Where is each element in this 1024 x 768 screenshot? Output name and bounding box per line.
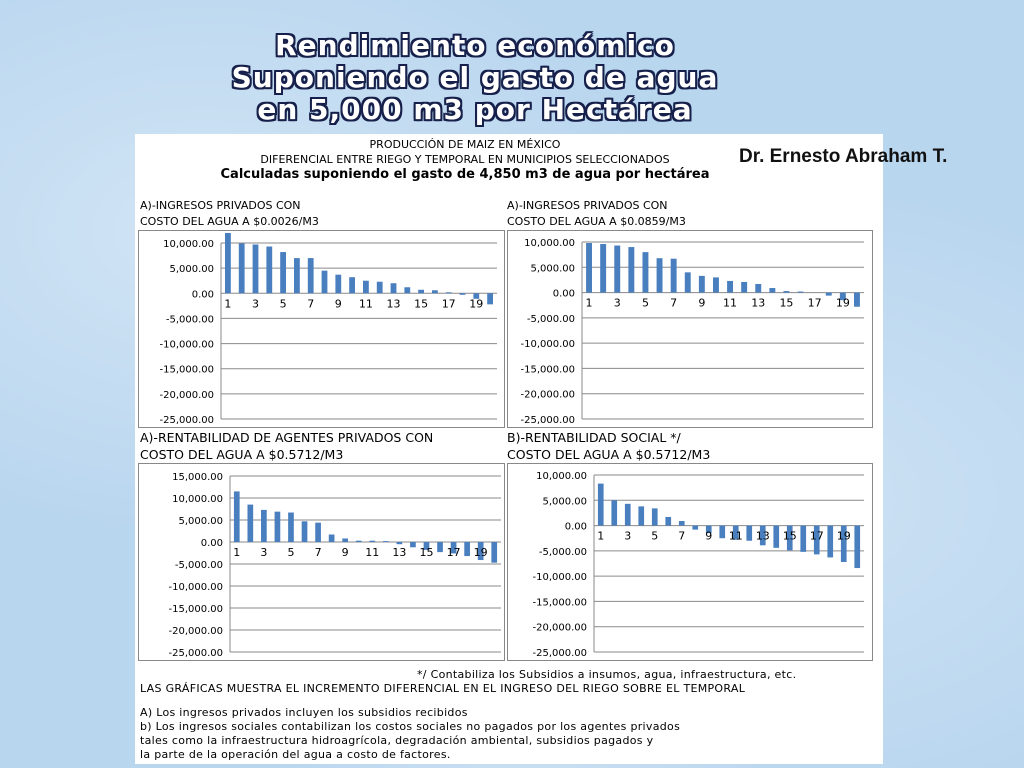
author-name: Dr. Ernesto Abraham T. (739, 146, 948, 167)
y-tick-label: -20,000.00 (168, 626, 223, 637)
x-tick-label: 13 (751, 296, 766, 310)
bar (446, 292, 452, 293)
x-tick-label: 5 (651, 529, 659, 543)
bar (432, 290, 438, 293)
x-tick-label: 7 (670, 296, 678, 310)
bar (755, 284, 761, 293)
bar (826, 293, 832, 296)
note-b: b) Los ingresos sociales contabilizan los costos sociales no pagados por los agentes privados (140, 720, 681, 733)
slide-title-line-2: Suponiendo el gasto de agua (231, 61, 719, 94)
bar (727, 281, 733, 293)
y-tick-label: -15,000.00 (159, 364, 214, 376)
bar (280, 252, 286, 293)
bar (719, 526, 725, 539)
chart-3-label (140, 429, 433, 463)
bar (665, 517, 671, 526)
bar (699, 276, 705, 293)
y-tick-label: -10,000.00 (159, 339, 214, 351)
x-tick-label: 3 (613, 296, 621, 310)
bar (363, 281, 369, 294)
chart-2-plot (508, 231, 872, 427)
x-tick-label: 1 (585, 296, 593, 310)
y-tick-label: -10,000.00 (520, 339, 575, 351)
header-line-2: DIFERENCIAL ENTRE RIEGO Y TEMPORAL EN MUNICIPIOS SELECCIONADOS (260, 153, 670, 166)
x-tick-label: 13 (755, 529, 770, 543)
bar (713, 277, 719, 292)
bar (266, 247, 272, 294)
chart-4-label-line-2: COSTO DEL AGUA A $0.5712/M3 (507, 447, 711, 462)
bar (404, 287, 410, 293)
chart-1-label-line-2: COSTO DEL AGUA A $0.0026/M3 (140, 215, 319, 228)
content-panel (135, 134, 948, 764)
bar (642, 252, 648, 292)
chart-2-label (507, 198, 686, 230)
x-tick-label: 13 (392, 546, 407, 559)
slide-title (0, 30, 950, 126)
bar (783, 291, 789, 293)
slide-title-line-1: Rendimiento económico (275, 29, 675, 62)
bar (598, 484, 604, 526)
x-tick-label: 19 (836, 529, 851, 543)
y-tick-label: 10,000.00 (172, 494, 223, 505)
bar (302, 521, 308, 542)
bar (288, 513, 294, 542)
y-tick-label: -25,000.00 (168, 648, 223, 659)
chart-3-label-line-2: COSTO DEL AGUA A $0.5712/M3 (140, 447, 344, 462)
bar (342, 538, 348, 542)
bar (671, 259, 677, 293)
x-tick-label: 1 (233, 546, 241, 559)
y-tick-label: -25,000.00 (532, 648, 587, 659)
bar (460, 293, 466, 295)
bar (614, 246, 620, 293)
y-tick-label: 15,000.00 (172, 472, 223, 483)
x-tick-label: 9 (698, 296, 706, 310)
chart-2-label-line-2: COSTO DEL AGUA A $0.0859/M3 (507, 215, 686, 228)
bar (391, 283, 397, 293)
y-tick-label: -25,000.00 (159, 415, 214, 426)
chart-3 (138, 463, 505, 661)
y-tick-label: 5,000.00 (178, 516, 223, 527)
x-tick-label: 11 (723, 296, 738, 310)
chart-2 (507, 230, 873, 428)
bar (586, 243, 592, 293)
x-tick-label: 5 (287, 546, 295, 559)
x-tick-label: 3 (260, 546, 268, 559)
x-tick-label: 7 (307, 297, 315, 311)
bar (308, 258, 314, 293)
note-a: A) Los ingresos privados incluyen los subsidios recibidos (140, 706, 468, 719)
x-tick-label: 1 (597, 529, 605, 543)
bar (827, 526, 833, 558)
note-main: LAS GRÁFICAS MUESTRA EL INCREMENTO DIFERENCIAL EN EL INGRESO DEL RIEGO SOBRE EL TEMPORAL (140, 682, 746, 695)
footnote: */ Contabiliza los Subsidios a insumos, agua, infraestructura, etc. (417, 668, 797, 681)
x-tick-label: 5 (641, 296, 649, 310)
bar (638, 506, 644, 525)
x-tick-label: 17 (807, 296, 822, 310)
chart-4 (507, 463, 873, 661)
y-tick-label: 10,000.00 (163, 239, 214, 250)
bar (464, 542, 470, 556)
x-tick-label: 3 (252, 297, 259, 311)
bar (383, 541, 389, 542)
x-tick-label: 15 (779, 296, 794, 310)
chart-1-label-line-1: A)-INGRESOS PRIVADOS CON (140, 199, 301, 212)
bar (628, 247, 634, 293)
bar (239, 244, 245, 294)
x-tick-label: 17 (809, 529, 824, 543)
x-tick-label: 15 (782, 529, 797, 543)
y-tick-label: -5,000.00 (526, 313, 575, 325)
header-line-3: Calculadas suponiendo el gasto de 4,850 m3 de agua por hectárea (220, 167, 710, 182)
bar (854, 293, 860, 307)
chart-4-label-line-1: B)-RENTABILIDAD SOCIAL */ (507, 430, 681, 445)
x-tick-label: 1 (224, 297, 232, 311)
bar (692, 526, 698, 530)
y-tick-label: 10,000.00 (524, 238, 575, 249)
y-tick-label: 10,000.00 (536, 471, 587, 482)
bar (600, 244, 606, 293)
x-tick-label: 5 (279, 297, 287, 311)
x-tick-label: 7 (678, 529, 686, 543)
bar (611, 500, 617, 525)
y-tick-label: -20,000.00 (532, 622, 587, 634)
bar (261, 510, 267, 542)
x-tick-label: 9 (341, 546, 349, 559)
bar (491, 542, 497, 563)
bar (437, 542, 443, 552)
bar (225, 233, 231, 293)
y-tick-label: -20,000.00 (520, 389, 575, 401)
x-tick-label: 9 (705, 529, 713, 543)
y-tick-label: -10,000.00 (532, 572, 587, 584)
x-tick-label: 11 (358, 297, 373, 311)
chart-3-label-line-1: A)-RENTABILIDAD DE AGENTES PRIVADOS CON (140, 430, 434, 445)
chart-1-plot (139, 231, 504, 427)
chart-4-label (507, 429, 710, 463)
bar (773, 526, 779, 548)
chart-2-label-line-1: A)-INGRESOS PRIVADOS CON (507, 199, 668, 212)
x-tick-label: 15 (414, 297, 429, 311)
y-tick-label: -15,000.00 (168, 604, 223, 615)
chart-4-plot (508, 464, 872, 660)
x-tick-label: 11 (365, 546, 380, 559)
bar (625, 504, 631, 526)
bar (329, 535, 335, 542)
y-tick-label: 0.00 (564, 521, 587, 533)
bar (247, 505, 253, 542)
bar (487, 293, 493, 304)
bar (377, 282, 383, 294)
bar (679, 521, 685, 526)
bar (349, 277, 355, 293)
y-tick-label: -15,000.00 (532, 597, 587, 609)
x-tick-label: 19 (473, 546, 488, 559)
x-tick-label: 17 (441, 297, 456, 311)
bar (315, 523, 321, 542)
bar (854, 526, 860, 568)
x-tick-label: 15 (419, 546, 434, 559)
y-tick-label: 0.00 (552, 288, 575, 300)
bar (253, 245, 259, 294)
header-line-1: PRODUCCIÓN DE MAIZ EN MÉXICO (369, 138, 561, 151)
bar (322, 271, 328, 294)
y-tick-label: -15,000.00 (520, 364, 575, 376)
y-tick-label: -5,000.00 (538, 546, 587, 558)
bar (657, 258, 663, 292)
bar (746, 526, 752, 541)
slide-title-line-3: en 5,000 m3 por Hectárea (257, 93, 693, 126)
bar (294, 258, 300, 293)
x-tick-label: 19 (835, 296, 850, 310)
bar (356, 541, 362, 542)
x-tick-label: 3 (624, 529, 632, 543)
y-tick-label: -10,000.00 (168, 582, 223, 593)
chart-1-label (140, 198, 319, 230)
x-tick-label: 13 (386, 297, 401, 311)
y-tick-label: -25,000.00 (520, 415, 575, 426)
x-tick-label: 11 (728, 529, 743, 543)
bar (410, 542, 416, 547)
note-b-cont-2: la parte de la operación del agua a costo de factores. (140, 748, 451, 761)
bar (418, 290, 424, 294)
bar (234, 491, 240, 542)
bar (652, 508, 658, 525)
bar (798, 292, 804, 293)
note-b-cont-1: tales como la infraestructura hidroagrícola, degradación ambiental, subsidios pagados y (140, 734, 654, 747)
bar (369, 541, 375, 542)
bar (741, 282, 747, 293)
y-tick-label: 5,000.00 (530, 263, 575, 275)
bar (769, 288, 775, 293)
x-tick-label: 7 (314, 546, 322, 559)
y-tick-label: -20,000.00 (159, 389, 214, 401)
bar (800, 526, 806, 552)
bar (275, 512, 281, 542)
x-tick-label: 19 (469, 297, 484, 311)
chart-1 (138, 230, 505, 428)
y-tick-label: 5,000.00 (542, 496, 587, 508)
bar (685, 272, 691, 292)
y-tick-label: 5,000.00 (169, 264, 214, 276)
x-tick-label: 17 (446, 546, 461, 559)
bar (397, 542, 403, 544)
y-tick-label: 0.00 (191, 289, 214, 301)
bar (335, 275, 341, 294)
y-tick-label: 0.00 (200, 538, 223, 549)
y-tick-label: -5,000.00 (165, 314, 214, 326)
x-tick-label: 9 (334, 297, 342, 311)
y-tick-label: -5,000.00 (174, 560, 223, 571)
chart-3-plot (139, 464, 504, 660)
